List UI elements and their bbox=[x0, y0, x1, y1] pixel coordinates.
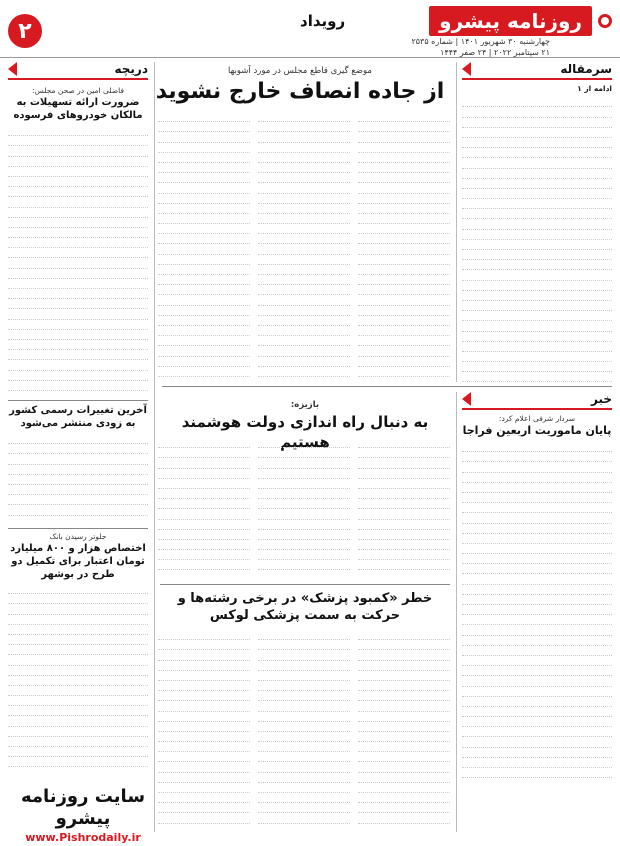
sidebar-rule bbox=[8, 528, 148, 529]
main-story-kicker: موضع گیری قاطع مجلس در مورد آشوبها bbox=[228, 66, 372, 76]
news-section-header bbox=[462, 392, 612, 410]
editorial-section-header bbox=[462, 62, 612, 80]
logo-emblem-icon bbox=[598, 14, 612, 28]
main-story-col-2 bbox=[258, 112, 350, 380]
bottom-story-col-1 bbox=[358, 630, 450, 830]
section-arrow-icon bbox=[462, 392, 471, 406]
column-divider bbox=[456, 62, 457, 382]
middle-story-col-2 bbox=[258, 438, 350, 578]
section-rule bbox=[162, 386, 612, 387]
sidebar-item2-body bbox=[8, 434, 148, 524]
sidebar-item3-body bbox=[8, 584, 148, 780]
middle-story-col-3 bbox=[158, 438, 250, 578]
middle-story-col-1 bbox=[358, 438, 450, 578]
column-divider bbox=[456, 392, 457, 832]
sidebar-item1-headline: ضرورت ارائه تسهیلات به مالکان خودروهای فرسوده bbox=[13, 97, 143, 121]
main-story-col-1 bbox=[358, 112, 450, 380]
middle-story-headline: به دنبال راه اندازی دولت هوشمند هستیم bbox=[181, 413, 429, 451]
news-item-headline: پایان ماموریت اربعین فراجا bbox=[462, 424, 612, 437]
middle-story-kicker: بازیزه: bbox=[290, 400, 320, 410]
sidebar-item3-kicker: جلوتر رسیدن بانک bbox=[49, 532, 107, 541]
section-rule bbox=[160, 584, 450, 585]
news-item-kicker: سردار شرفی اعلام کرد: bbox=[498, 414, 576, 423]
sidebar-label: دریچه bbox=[114, 62, 148, 76]
bottom-story-col-2 bbox=[258, 630, 350, 830]
editorial-text-lines bbox=[462, 97, 612, 382]
main-story-col-3 bbox=[158, 112, 250, 380]
sidebar-section-header bbox=[8, 62, 148, 80]
page-number-badge: ۲ bbox=[8, 14, 42, 48]
website-ad[interactable] bbox=[8, 786, 158, 844]
issue-meta bbox=[411, 36, 550, 58]
sidebar-rule bbox=[8, 400, 148, 401]
sidebar-divider bbox=[154, 62, 155, 832]
main-story-headline: از جاده انصاف خارج نشوید bbox=[155, 79, 445, 104]
editorial-continuation: ادامه از ۱ bbox=[577, 84, 612, 93]
editorial-body bbox=[462, 84, 612, 382]
editorial-label: سرمقاله bbox=[560, 62, 612, 76]
news-label: خبر bbox=[590, 392, 612, 406]
news-item-body bbox=[462, 442, 612, 782]
section-arrow-icon bbox=[462, 62, 471, 76]
bottom-story-headline: خطر «کمبود پزشک» در برخی رشته‌ها و حرکت به سمت پزشکی لوکس bbox=[177, 591, 433, 623]
newspaper-logo[interactable]: روزنامه پیشرو bbox=[429, 6, 592, 36]
sidebar-item2-headline: آخرین تغییرات رسمی کشور به زودی منتشر می‌شود bbox=[9, 405, 147, 429]
ad-url-link[interactable]: www.Pishrodaily.ir bbox=[25, 831, 141, 844]
bottom-story-col-3 bbox=[158, 630, 250, 830]
sidebar-item3-headline: اختصاص هزار و ۸۰۰ میلیارد تومان اعتبار برای تکمیل دو طرح در بوشهر bbox=[10, 543, 146, 580]
page-header bbox=[0, 0, 620, 58]
date-line-1: چهارشنبه ۳۰ شهریور ۱۴۰۱ | شماره ۲۵۳۵ bbox=[411, 37, 550, 46]
sidebar-item1-body bbox=[8, 126, 148, 396]
date-line-2: ۲۱ سپتامبر ۲۰۲۲ | ۲۴ صفر ۱۴۴۴ bbox=[440, 48, 550, 57]
masthead[interactable] bbox=[392, 6, 612, 36]
section-name: رویداد bbox=[300, 12, 346, 30]
sidebar-item1-kicker: فاضلی امین در صحن مجلس: bbox=[32, 86, 124, 95]
ad-title: سایت روزنامه پیشرو bbox=[20, 786, 146, 829]
section-arrow-icon bbox=[8, 62, 17, 76]
